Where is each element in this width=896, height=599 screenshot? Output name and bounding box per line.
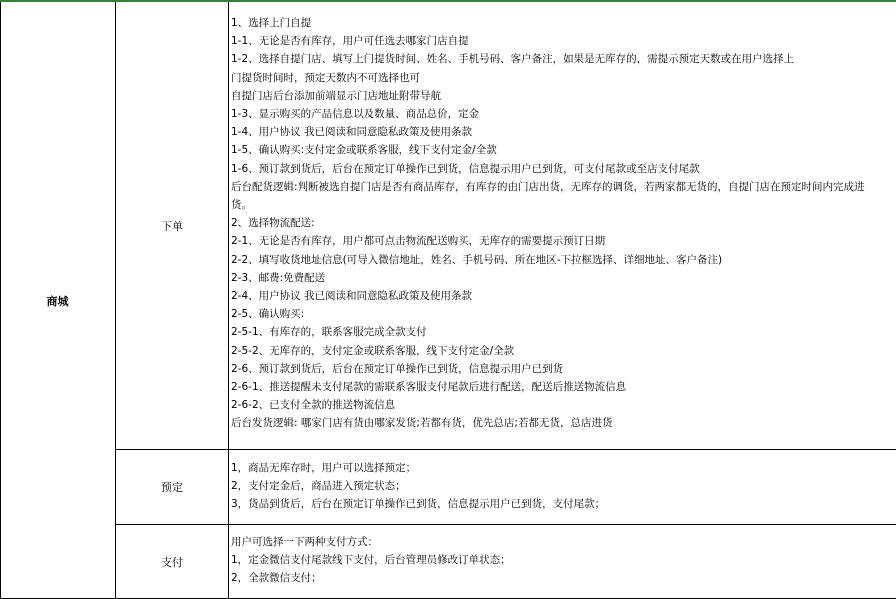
- text-line: 2-6-1、推送提醒未支付尾款的需联系客服支付尾款后进行配送，配送后推送物流信息: [231, 381, 627, 394]
- text-line: 货。: [231, 199, 252, 212]
- text-line: 2-5-2、无库存的，支付定金或联系客服，线下支付定金/全款: [231, 344, 515, 357]
- grid-line: [115, 449, 896, 450]
- reserve-description: [231, 459, 895, 514]
- text-line: 用户可选择一下两种支付方式：: [231, 536, 378, 548]
- text-line: 2，支付定金后，商品进入预定状态；: [231, 480, 406, 493]
- row-label-cell: [116, 450, 228, 524]
- row-label-cell: [116, 525, 228, 598]
- text-line: 2，全款微信支付；: [231, 572, 322, 585]
- text-line: 1，商品无库存时，用户可以选择预定；: [231, 462, 417, 474]
- row-label-order: 下单: [161, 219, 183, 233]
- text-line: 1、选择上门自提: [231, 17, 312, 29]
- text-line: 3，货品到货后，后台在预定订单操作已到货，信息提示用户已到货，支付尾款；: [231, 498, 606, 511]
- text-line: 2-3、邮费:免费配送: [231, 271, 326, 284]
- text-line: 后台发货逻辑: 哪家门店有货由哪家发货;若都有货，优先总店;若都无货，总店进货: [231, 417, 613, 430]
- text-line: 1-4、用户协议 我已阅读和同意隐私政策及使用条款: [231, 126, 472, 139]
- text-line: 1-1、无论是否有库存，用户可任选去哪家门店自提: [231, 35, 469, 48]
- category-label: 商城: [46, 294, 69, 308]
- spec-table: [0, 2, 896, 599]
- text-line: 1-3、显示购买的产品信息以及数量、商品总价，定金: [231, 108, 480, 121]
- text-line: 1，定金微信支付尾款线下支付，后台管理员修改订单状态；: [231, 554, 511, 567]
- grid-line: [228, 2, 229, 599]
- text-line: 2-1、无论是否有库存，用户都可点击物流配送购买，无库存的需要提示预订日期: [231, 235, 606, 248]
- text-line: 自提门店后台添加前端显示门店地址附带导航: [231, 89, 441, 102]
- text-line: 2-6、预订款到货后，后台在预定订单操作已到货，信息提示用户已到货: [231, 362, 564, 375]
- order-description: [231, 14, 895, 433]
- row-label-reserve: 预定: [161, 481, 183, 494]
- payment-description: [231, 533, 895, 588]
- row-label-cell: [116, 2, 228, 449]
- text-line: 2-2、填写收货地址信息(可导入微信地址，姓名、手机号码、所在地区-下拉框选择、详细地址、客户备注): [231, 253, 723, 266]
- text-line: 1-6、预订款到货后，后台在预定订单操作已到货，信息提示用户已到货，可支付尾款或至店支付尾款: [231, 162, 700, 175]
- category-cell: [0, 2, 115, 599]
- text-line: 1-2、选择自提门店、填写上门提货时间、姓名、手机号码、客户备注，如果是无库存的，需提示预定天数或在用户选择上: [231, 53, 795, 66]
- text-line: 后台配货逻辑:判断被选自提门店是否有商品库存，有库存的由门店出货，无库存的调货，若两家都无货的，自提门店在预定时间内完成进: [231, 180, 865, 193]
- row-label-payment: 支付: [161, 555, 183, 569]
- text-line: 2-6-2、已支付全款的推送物流信息: [231, 399, 396, 412]
- text-line: 2、选择物流配送:: [231, 217, 315, 230]
- text-line: 门提货时间时，预定天数内不可选择也可: [231, 71, 420, 84]
- text-line: 2-5-1、有库存的，联系客服完成全款支付: [231, 326, 427, 339]
- text-line: 2-5、确认购买:: [231, 308, 305, 321]
- grid-line: [115, 524, 896, 525]
- text-line: 2-4、用户协议 我已阅读和同意隐私政策及使用条款: [231, 290, 472, 303]
- text-line: 1-5、确认购买:支付定金或联系客服，线下支付定金/全款: [231, 144, 497, 157]
